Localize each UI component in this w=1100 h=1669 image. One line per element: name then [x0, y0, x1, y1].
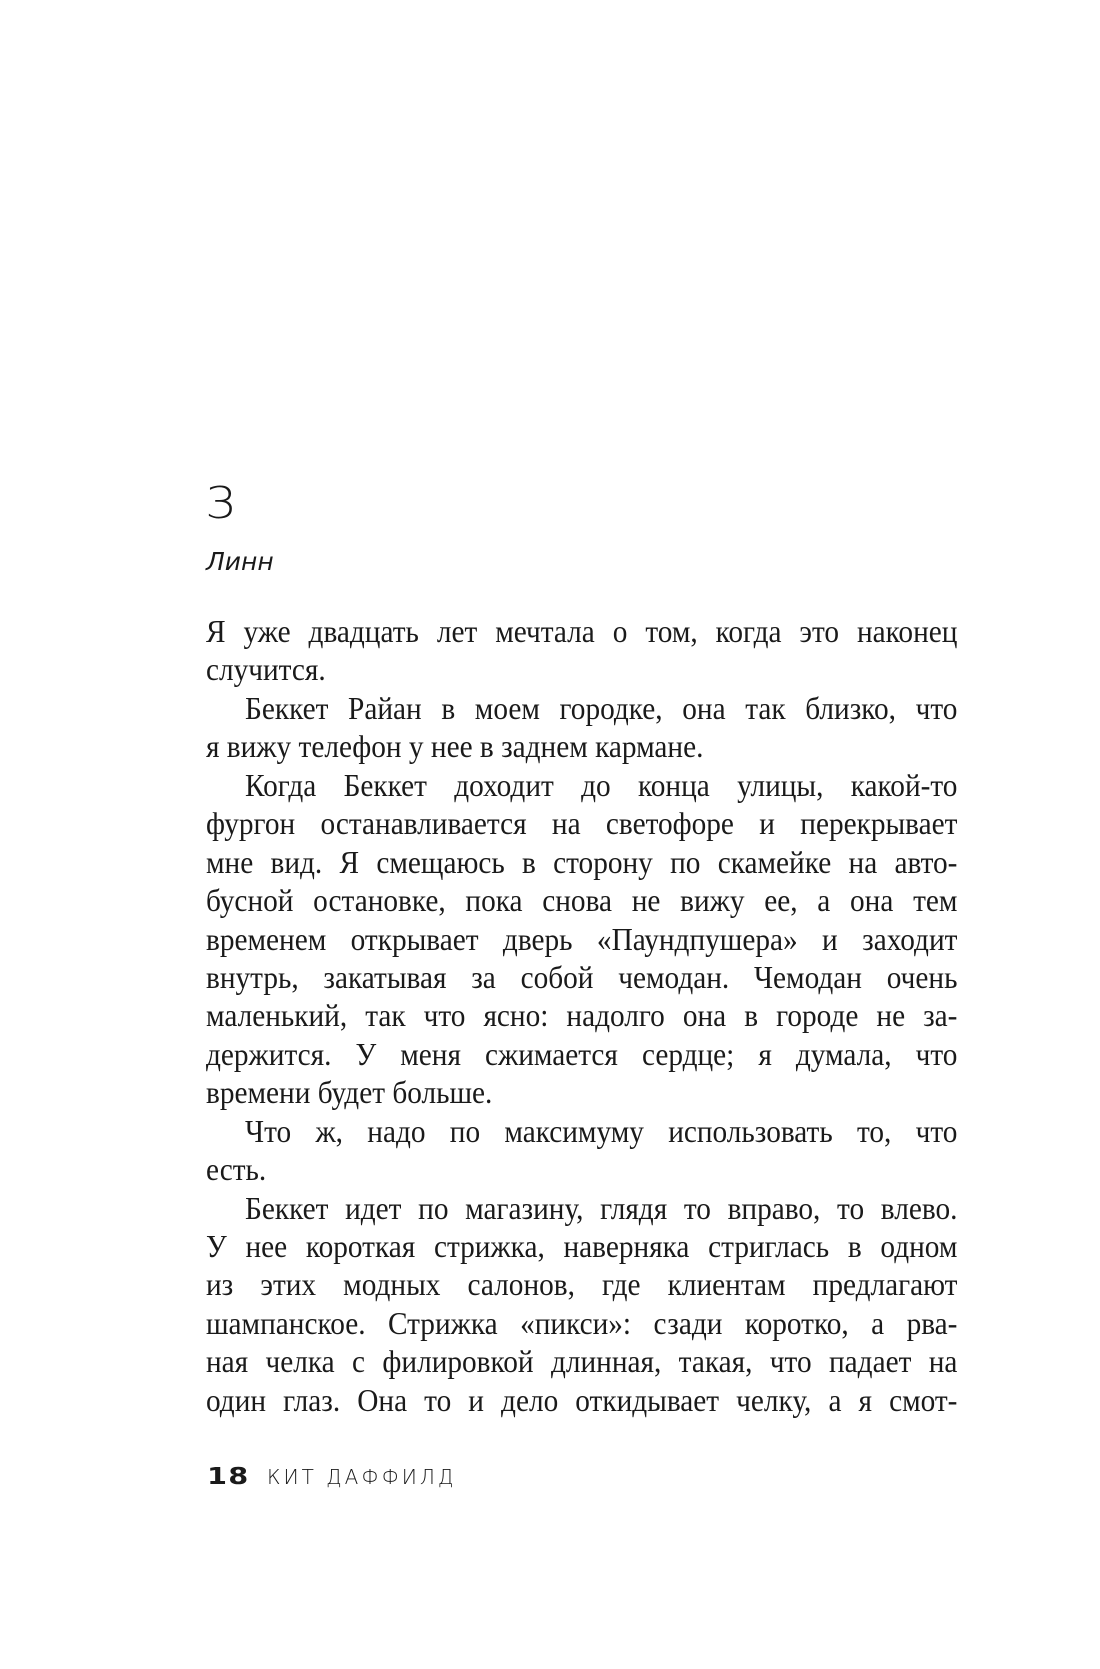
text-line: я вижу телефон у нее в заднем кармане.	[206, 729, 704, 765]
text-line: временем открывает дверь «Паундпушера» и заходит	[206, 921, 958, 957]
chapter-title: Линн	[206, 547, 274, 576]
body-text	[206, 613, 957, 1420]
text-line: Беккет идет по магазину, глядя то вправо, то влево.	[245, 1190, 958, 1226]
text-line: бусной остановке, пока снова не вижу ее, а она тем	[206, 883, 958, 919]
page-footer	[207, 1466, 456, 1489]
text-line: Я уже двадцать лет мечтала о том, когда это наконец	[206, 614, 958, 649]
text-line: случится.	[206, 652, 326, 688]
text-line: фургон останавливается на светофоре и перекрывает	[206, 806, 958, 842]
chapter-number: 3	[205, 478, 238, 529]
text-line: Беккет Райан в моем городке, она так близко, что	[245, 690, 958, 726]
page-number: 18	[207, 1464, 250, 1490]
text-line: один глаз. Она то и дело откидывает челку, а я смот-	[206, 1382, 958, 1418]
text-line: Когда Беккет доходит до конца улицы, какой-то	[245, 767, 958, 803]
text-line: мне вид. Я смещаюсь в сторону по скамейке на авто-	[206, 844, 958, 880]
running-head-author: КИТ ДАФФИЛД	[267, 1465, 457, 1489]
text-line: маленький, так что ясно: надолго она в городе не за-	[206, 998, 958, 1034]
text-line: из этих модных салонов, где клиентам предлагают	[206, 1267, 958, 1303]
text-line: есть.	[206, 1152, 267, 1188]
text-line: внутрь, закатывая за собой чемодан. Чемодан очень	[206, 959, 958, 995]
text-line: времени будет больше.	[206, 1075, 493, 1111]
text-line: ная челка с филировкой длинная, такая, что падает на	[206, 1344, 958, 1380]
text-line: держится. У меня сжимается сердце; я думала, что	[206, 1036, 958, 1072]
text-line: Что ж, надо по максимуму использовать то, что	[245, 1113, 958, 1149]
text-line: шампанское. Стрижка «пикси»: сзади коротко, а рва-	[206, 1305, 958, 1341]
text-line: У нее короткая стрижка, наверняка стриглась в одном	[206, 1229, 958, 1264]
